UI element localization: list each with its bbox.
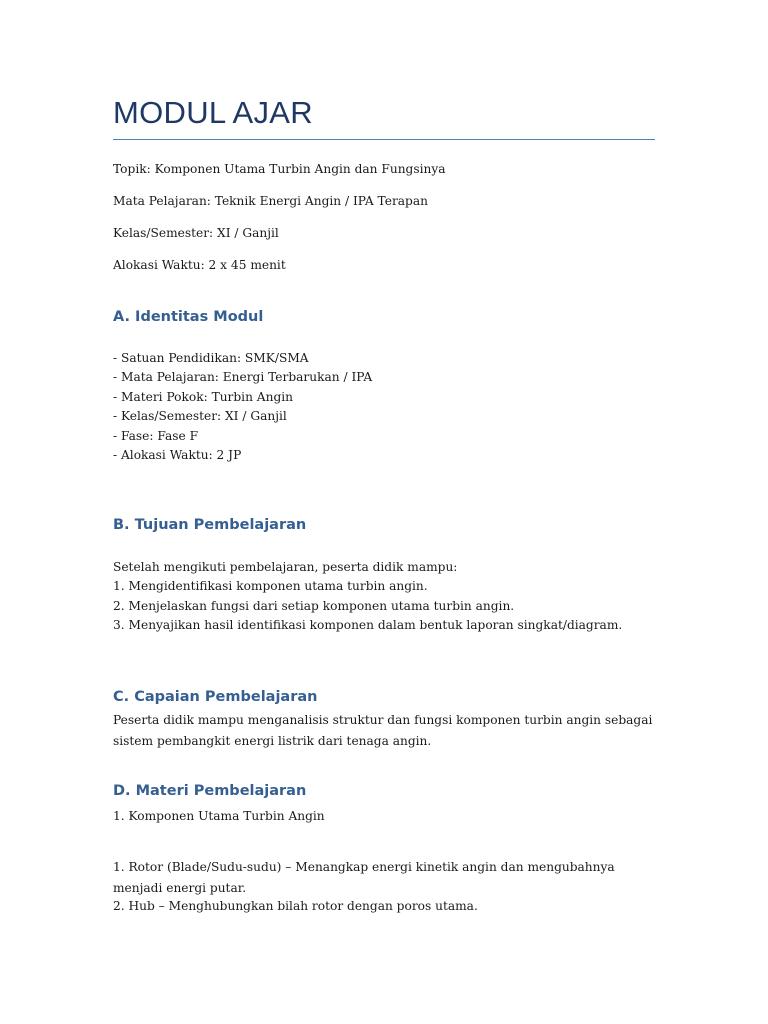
meta-mata-pelajaran: Mata Pelajaran: Teknik Energi Angin / IPA Terapan bbox=[113, 194, 428, 208]
section-b-list bbox=[113, 558, 622, 636]
list-item: - Satuan Pendidikan: SMK/SMA bbox=[113, 351, 309, 365]
meta-alokasi-waktu: Alokasi Waktu: 2 x 45 menit bbox=[113, 258, 286, 272]
list-item: Setelah mengikuti pembelajaran, peserta didik mampu: bbox=[113, 560, 458, 574]
title-underline bbox=[113, 139, 655, 140]
list-item: 3. Menyajikan hasil identifikasi komponen dalam bentuk laporan singkat/diagram. bbox=[113, 618, 623, 633]
section-a-heading: A. Identitas Modul bbox=[113, 309, 264, 325]
meta-kelas-semester: Kelas/Semester: XI / Ganjil bbox=[113, 226, 279, 240]
list-item: - Fase: Fase F bbox=[113, 428, 199, 443]
list-item: - Alokasi Waktu: 2 JP bbox=[113, 447, 242, 462]
section-a-list bbox=[113, 349, 372, 465]
list-item: 1. Mengidentifikasi komponen utama turbin angin. bbox=[113, 579, 428, 594]
list-item: 2. Menjelaskan fungsi dari setiap komponen utama turbin angin. bbox=[113, 598, 515, 613]
section-d-item-hub: 2. Hub – Menghubungkan bilah rotor dengan poros utama. bbox=[113, 899, 478, 913]
document-title: MODUL AJAR bbox=[113, 95, 313, 130]
meta-topik: Topik: Komponen Utama Turbin Angin dan Fungsinya bbox=[113, 162, 446, 176]
section-c-paragraph: Peserta didik mampu menganalisis struktur dan fungsi komponen turbin angin sebagai sistem pembangkit energi listrik dari tenaga angin. bbox=[113, 713, 653, 748]
section-d-heading: D. Materi Pembelajaran bbox=[113, 783, 307, 799]
section-d-subheading: 1. Komponen Utama Turbin Angin bbox=[113, 809, 325, 823]
list-item: - Kelas/Semester: XI / Ganjil bbox=[113, 409, 287, 424]
section-d-item-rotor: 1. Rotor (Blade/Sudu-sudu) – Menangkap energi kinetik angin dan mengubahnya menjadi energi putar. bbox=[113, 860, 615, 895]
section-c-heading: C. Capaian Pembelajaran bbox=[113, 689, 318, 705]
list-item: - Mata Pelajaran: Energi Terbarukan / IPA bbox=[113, 370, 373, 385]
list-item: - Materi Pokok: Turbin Angin bbox=[113, 389, 294, 404]
section-b-heading: B. Tujuan Pembelajaran bbox=[113, 517, 307, 533]
